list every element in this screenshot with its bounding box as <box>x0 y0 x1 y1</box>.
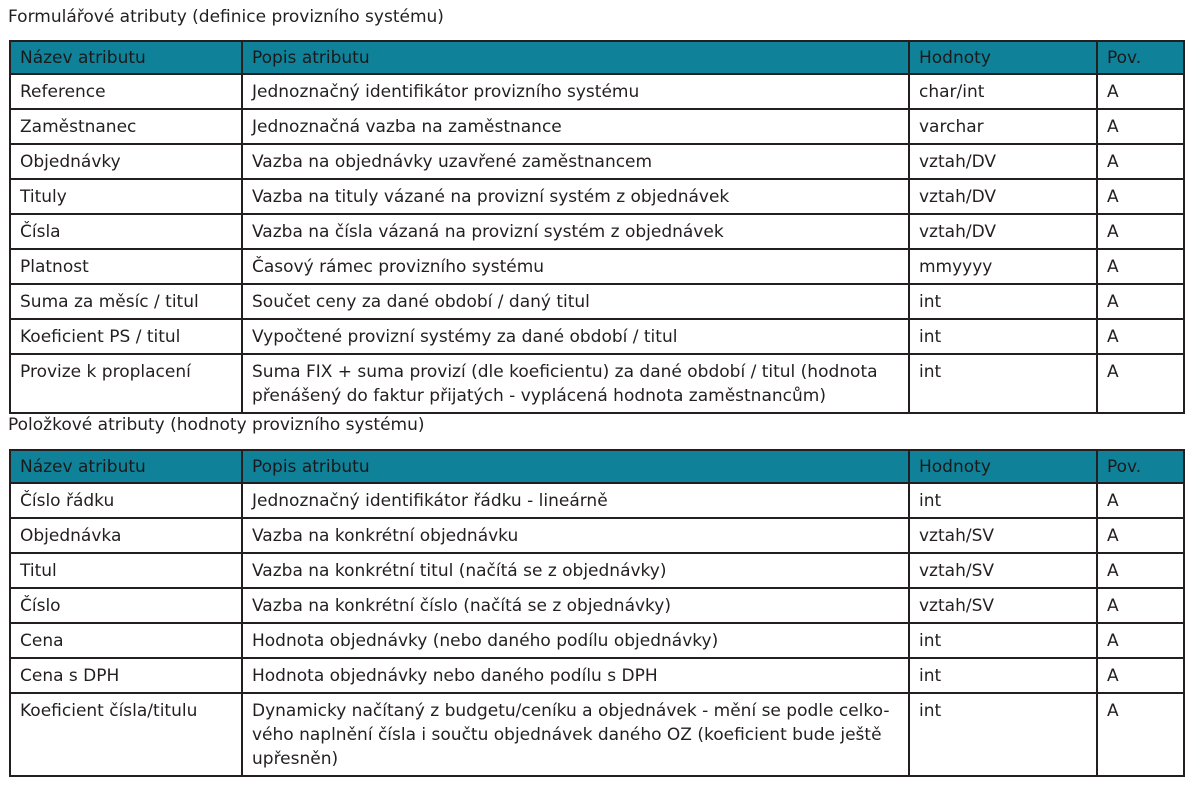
attribute-description-cell <box>242 214 909 249</box>
attribute-description-cell-text: Součet ceny za dané období / daný titul <box>252 292 590 312</box>
table-row <box>10 109 1184 144</box>
attribute-required-cell <box>1097 553 1184 588</box>
attribute-values-cell <box>909 284 1097 319</box>
attribute-description-cell <box>242 179 909 214</box>
attribute-values-cell-text: vztah/SV <box>919 526 994 546</box>
attribute-name-cell <box>10 249 242 284</box>
attribute-required-cell <box>1097 483 1184 518</box>
attribute-required-cell-text: A <box>1107 701 1119 721</box>
attribute-name-cell <box>10 588 242 623</box>
attribute-values-cell <box>909 623 1097 658</box>
attribute-name-cell <box>10 483 242 518</box>
attribute-values-cell-text: int <box>919 362 942 382</box>
attribute-required-cell <box>1097 284 1184 319</box>
attribute-required-cell-text: A <box>1107 187 1119 207</box>
attribute-name-cell-text: Provize k proplacení <box>20 362 191 382</box>
attribute-required-cell-text: A <box>1107 327 1119 347</box>
attribute-description-cell-text: Vazba na tituly vázané na provizní systém z objednávek <box>252 187 730 207</box>
table-row <box>10 249 1184 284</box>
table-row <box>10 179 1184 214</box>
attribute-name-cell <box>10 284 242 319</box>
attribute-description-cell-text: Dynamicky načítaný z budgetu/ceníku a objednávek - mění se podle celko- vého naplnění čísla i součtu objednávek daného OZ (koeficient bude ještě upřesněn) <box>252 701 890 769</box>
attribute-values-cell-text: vztah/SV <box>919 561 994 581</box>
attribute-name-cell-text: Reference <box>20 82 106 102</box>
attribute-required-cell-text: A <box>1107 152 1119 172</box>
item-attributes-body <box>10 483 1184 776</box>
attribute-description-cell-text: Vazba na konkrétní titul (načítá se z objednávky) <box>252 561 667 581</box>
attribute-name-cell <box>10 214 242 249</box>
attribute-description-cell <box>242 693 909 776</box>
attribute-values-cell <box>909 693 1097 776</box>
attribute-description-cell-text: Hodnota objednávky nebo daného podílu s DPH <box>252 666 658 686</box>
attribute-required-cell-text: A <box>1107 596 1119 616</box>
table-row <box>10 553 1184 588</box>
attribute-description-cell-text: Jednoznačný identifikátor řádku - lineárně <box>252 491 608 511</box>
attribute-description-cell <box>242 249 909 284</box>
attribute-required-cell-text: A <box>1107 631 1119 651</box>
attribute-values-cell <box>909 74 1097 109</box>
column-header-values: Hodnoty <box>909 41 1097 74</box>
attribute-description-cell <box>242 74 909 109</box>
attribute-name-cell <box>10 109 242 144</box>
attribute-name-cell-text: Titul <box>20 561 57 581</box>
attribute-description-cell-text: Jednoznačná vazba na zaměstnance <box>252 117 562 137</box>
attribute-name-cell-text: Cena s DPH <box>20 666 120 686</box>
attribute-description-cell-text: Hodnota objednávky (nebo daného podílu objednávky) <box>252 631 719 651</box>
form-attributes-body <box>10 74 1184 413</box>
attribute-name-cell-text: Platnost <box>20 257 89 277</box>
attribute-values-cell <box>909 179 1097 214</box>
attribute-description-cell <box>242 483 909 518</box>
attribute-name-cell-text: Cena <box>20 631 64 651</box>
item-attributes-table <box>9 449 1185 777</box>
attribute-name-cell <box>10 354 242 413</box>
attribute-required-cell <box>1097 74 1184 109</box>
attribute-values-cell <box>909 518 1097 553</box>
attribute-description-cell <box>242 144 909 179</box>
section-title-item-attributes: Položkové atributy (hodnoty provizního systému) <box>8 415 425 435</box>
attribute-description-cell-text: Suma FIX + suma provizí (dle koeficientu) za dané období / titul (hodnota přenášený do faktur přijatých - vyplácená hodnota zaměstnancům) <box>252 362 878 406</box>
attribute-values-cell-text: int <box>919 631 942 651</box>
attribute-values-cell-text: int <box>919 491 942 511</box>
section-title-form-attributes: Formulářové atributy (definice provizního systému) <box>8 7 444 27</box>
attribute-required-cell <box>1097 319 1184 354</box>
attribute-values-cell-text: int <box>919 327 942 347</box>
attribute-description-cell-text: Vazba na konkrétní objednávku <box>252 526 519 546</box>
attribute-required-cell-text: A <box>1107 561 1119 581</box>
column-header-name: Název atributu <box>10 41 242 74</box>
attribute-values-cell <box>909 658 1097 693</box>
attribute-values-cell-text: vztah/DV <box>919 187 996 207</box>
table-row <box>10 319 1184 354</box>
attribute-required-cell-text: A <box>1107 222 1119 242</box>
attribute-required-cell <box>1097 588 1184 623</box>
attribute-required-cell <box>1097 658 1184 693</box>
attribute-required-cell <box>1097 144 1184 179</box>
attribute-name-cell-text: Suma za měsíc / titul <box>20 292 199 312</box>
attribute-name-cell-text: Objednávka <box>20 526 122 546</box>
attribute-values-cell <box>909 553 1097 588</box>
attribute-name-cell <box>10 658 242 693</box>
attribute-required-cell-text: A <box>1107 666 1119 686</box>
attribute-required-cell-text: A <box>1107 117 1119 137</box>
attribute-description-cell <box>242 588 909 623</box>
attribute-description-cell <box>242 623 909 658</box>
attribute-required-cell <box>1097 354 1184 413</box>
attribute-required-cell-text: A <box>1107 491 1119 511</box>
table-row <box>10 518 1184 553</box>
attribute-values-cell <box>909 588 1097 623</box>
attribute-name-cell-text: Číslo řádku <box>20 491 115 511</box>
attribute-name-cell <box>10 179 242 214</box>
column-header-values: Hodnoty <box>909 450 1097 483</box>
attribute-values-cell-text: int <box>919 701 942 721</box>
attribute-values-cell <box>909 354 1097 413</box>
table-row <box>10 354 1184 413</box>
table-row <box>10 588 1184 623</box>
attribute-description-cell <box>242 553 909 588</box>
attribute-description-cell <box>242 109 909 144</box>
attribute-name-cell-text: Čísla <box>20 222 61 242</box>
attribute-description-cell <box>242 354 909 413</box>
attribute-values-cell-text: mmyyyy <box>919 257 993 277</box>
attribute-description-cell-text: Časový rámec provizního systému <box>252 257 545 277</box>
attribute-name-cell-text: Koeficient čísla/titulu <box>20 701 198 721</box>
table-row <box>10 623 1184 658</box>
table-row <box>10 284 1184 319</box>
attribute-values-cell-text: int <box>919 292 942 312</box>
attribute-required-cell-text: A <box>1107 526 1119 546</box>
attribute-name-cell-text: Objednávky <box>20 152 121 172</box>
attribute-required-cell-text: A <box>1107 257 1119 277</box>
attribute-description-cell-text: Vazba na objednávky uzavřené zaměstnancem <box>252 152 653 172</box>
form-attributes-table <box>9 40 1185 414</box>
table-row <box>10 658 1184 693</box>
attribute-description-cell <box>242 518 909 553</box>
attribute-name-cell-text: Tituly <box>20 187 67 207</box>
attribute-required-cell-text: A <box>1107 362 1119 382</box>
column-header-description: Popis atributu <box>242 41 909 74</box>
column-header-required: Pov. <box>1097 450 1184 483</box>
attribute-values-cell-text: vztah/DV <box>919 152 996 172</box>
attribute-values-cell-text: vztah/DV <box>919 222 996 242</box>
attribute-required-cell <box>1097 179 1184 214</box>
table-row <box>10 74 1184 109</box>
attribute-name-cell <box>10 553 242 588</box>
attribute-description-cell-text: Vazba na čísla vázaná na provizní systém z objednávek <box>252 222 724 242</box>
attribute-name-cell <box>10 74 242 109</box>
attribute-required-cell <box>1097 623 1184 658</box>
attribute-values-cell-text: vztah/SV <box>919 596 994 616</box>
attribute-name-cell <box>10 693 242 776</box>
attribute-name-cell-text: Číslo <box>20 596 61 616</box>
attribute-required-cell <box>1097 693 1184 776</box>
attribute-description-cell <box>242 658 909 693</box>
attribute-name-cell <box>10 623 242 658</box>
attribute-values-cell <box>909 319 1097 354</box>
attribute-name-cell-text: Zaměstnanec <box>20 117 137 137</box>
attribute-values-cell <box>909 109 1097 144</box>
table-row <box>10 693 1184 776</box>
attribute-description-cell-text: Jednoznačný identifikátor provizního systému <box>252 82 640 102</box>
attribute-name-cell <box>10 518 242 553</box>
attribute-values-cell <box>909 144 1097 179</box>
attribute-name-cell-text: Koeficient PS / titul <box>20 327 181 347</box>
attribute-required-cell <box>1097 109 1184 144</box>
attribute-name-cell <box>10 144 242 179</box>
attribute-values-cell <box>909 249 1097 284</box>
attribute-values-cell <box>909 483 1097 518</box>
attribute-values-cell-text: int <box>919 666 942 686</box>
attribute-required-cell <box>1097 249 1184 284</box>
table-row <box>10 144 1184 179</box>
attribute-description-cell-text: Vazba na konkrétní číslo (načítá se z objednávky) <box>252 596 671 616</box>
table-row <box>10 214 1184 249</box>
attribute-required-cell-text: A <box>1107 82 1119 102</box>
attribute-required-cell <box>1097 214 1184 249</box>
table-row <box>10 483 1184 518</box>
column-header-required: Pov. <box>1097 41 1184 74</box>
column-header-name: Název atributu <box>10 450 242 483</box>
attribute-name-cell <box>10 319 242 354</box>
attribute-values-cell-text: char/int <box>919 82 985 102</box>
attribute-description-cell <box>242 319 909 354</box>
table-header-row <box>10 450 1184 483</box>
column-header-description: Popis atributu <box>242 450 909 483</box>
attribute-description-cell-text: Vypočtené provizní systémy za dané období / titul <box>252 327 678 347</box>
attribute-required-cell-text: A <box>1107 292 1119 312</box>
attribute-required-cell <box>1097 518 1184 553</box>
table-header-row <box>10 41 1184 74</box>
attribute-values-cell <box>909 214 1097 249</box>
attribute-description-cell <box>242 284 909 319</box>
attribute-values-cell-text: varchar <box>919 117 984 137</box>
